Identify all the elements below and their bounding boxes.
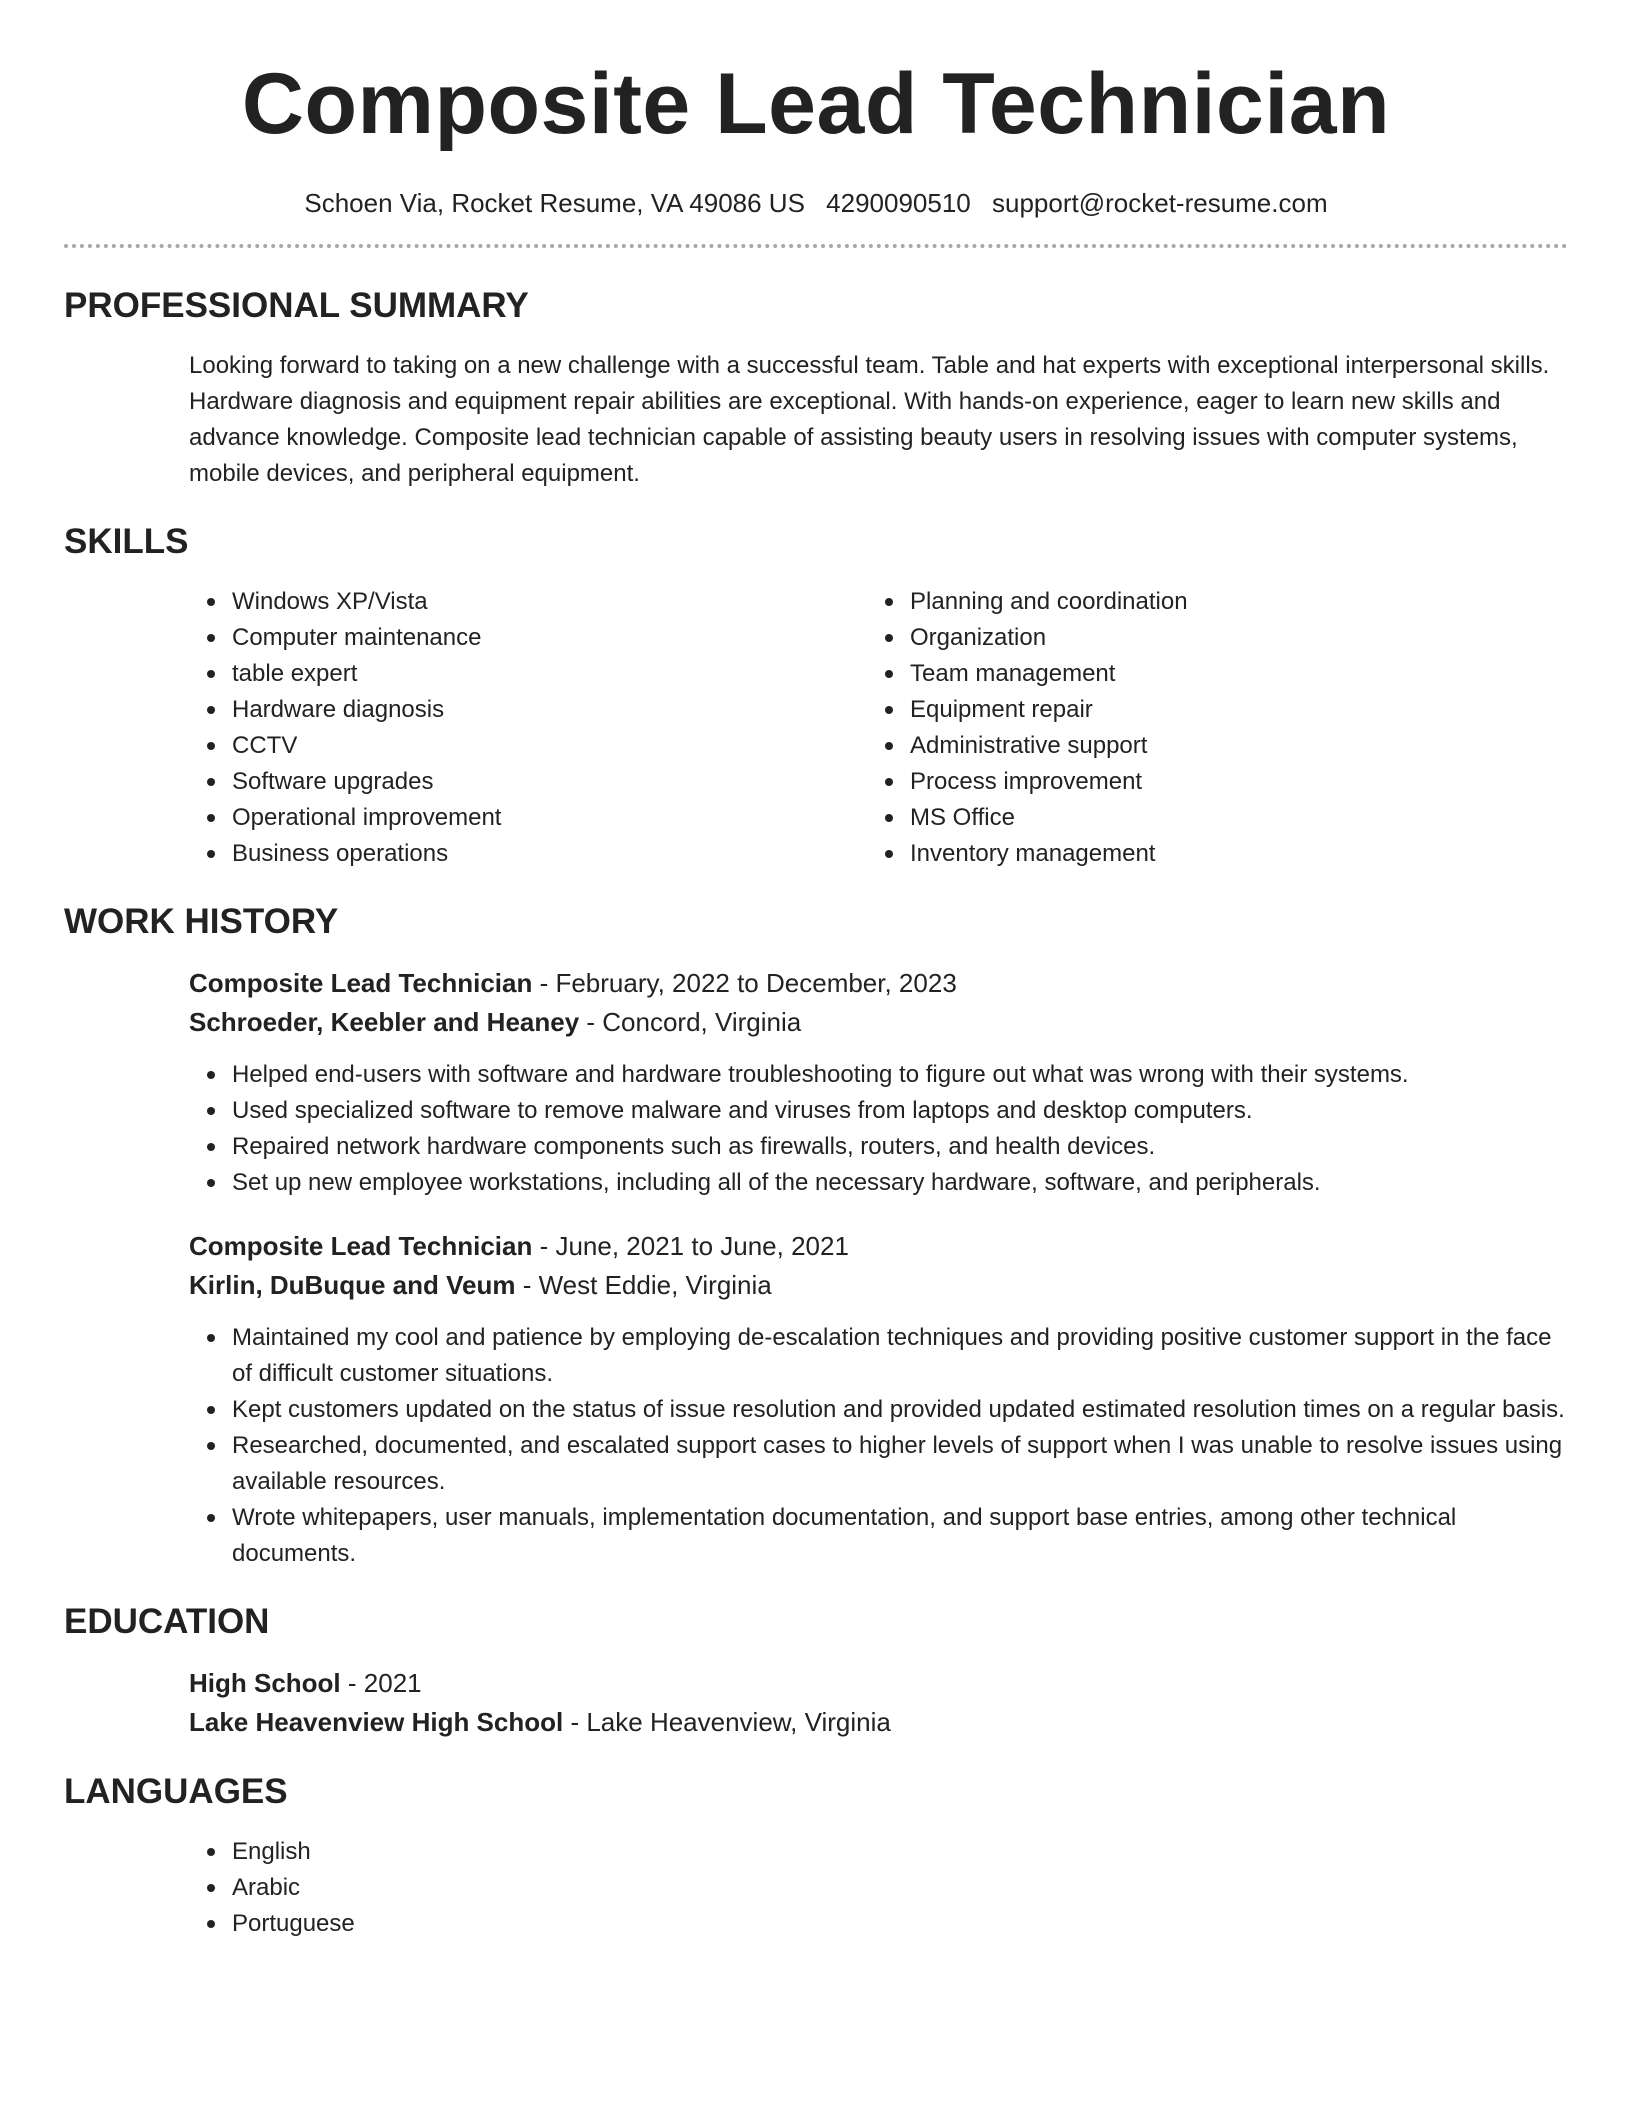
job-bullet: Repaired network hardware components such as firewalls, routers, and health devices. xyxy=(189,1129,1568,1165)
skills-list-left xyxy=(189,584,867,872)
job-title-line xyxy=(189,964,1568,1003)
header-divider xyxy=(64,244,1568,248)
skill-item: Software upgrades xyxy=(189,764,867,800)
job-dates: - February, 2022 to December, 2023 xyxy=(532,968,957,998)
skills-section xyxy=(64,520,1568,872)
language-item: Arabic xyxy=(189,1870,1568,1906)
summary-text: Looking forward to taking on a new challenge with a successful team. Table and hat experts with exceptional interpersonal skills. Hardware diagnosis and equipment repair abilities are exceptional. With hands-on experience, eager to learn new skills and advance knowledge. Composite lead technician capable of assisting beauty users in resolving issues with computer systems, mobile devices, and peripheral equipment. xyxy=(189,352,1550,487)
job-company-line xyxy=(189,1266,1568,1305)
education-section xyxy=(64,1600,1568,1742)
skill-item: Windows XP/Vista xyxy=(189,584,867,620)
job-bullets xyxy=(189,1057,1568,1201)
job-title-line xyxy=(189,1227,1568,1266)
job-entry xyxy=(64,1227,1568,1572)
skill-item: Administrative support xyxy=(867,728,1545,764)
summary-section xyxy=(64,284,1568,492)
skill-item: Computer maintenance xyxy=(189,620,867,656)
job-bullet: Wrote whitepapers, user manuals, implementation documentation, and support base entries, among other technical documents. xyxy=(189,1500,1568,1572)
languages-section xyxy=(64,1770,1568,1942)
education-degree: High School xyxy=(189,1668,341,1698)
job-bullet: Maintained my cool and patience by employing de-escalation techniques and providing positive customer support in the face of difficult customer situations. xyxy=(189,1320,1568,1392)
skills-list-right xyxy=(867,584,1545,872)
job-company-line xyxy=(189,1003,1568,1042)
job-role: Composite Lead Technician xyxy=(189,968,533,998)
job-location: - West Eddie, Virginia xyxy=(515,1270,772,1300)
language-item: Portuguese xyxy=(189,1906,1568,1942)
job-bullet: Set up new employee workstations, including all of the necessary hardware, software, and peripherals. xyxy=(189,1165,1568,1201)
education-school: Lake Heavenview High School xyxy=(189,1707,564,1737)
languages-list xyxy=(189,1834,1568,1942)
skill-item: Equipment repair xyxy=(867,692,1545,728)
job-entry xyxy=(64,964,1568,1201)
language-item: English xyxy=(189,1834,1568,1870)
skill-item: Inventory management xyxy=(867,836,1545,872)
contact-phone: 4290090510 xyxy=(826,188,971,218)
skill-item: MS Office xyxy=(867,800,1545,836)
job-location: - Concord, Virginia xyxy=(579,1007,802,1037)
education-school-line xyxy=(189,1703,1568,1742)
education-location: - Lake Heavenview, Virginia xyxy=(563,1707,891,1737)
education-title: EDUCATION xyxy=(64,1602,270,1641)
contact-line xyxy=(64,186,1568,220)
job-dates: - June, 2021 to June, 2021 xyxy=(532,1231,849,1261)
skill-item: Operational improvement xyxy=(189,800,867,836)
skill-item: CCTV xyxy=(189,728,867,764)
work-history-title: WORK HISTORY xyxy=(64,902,339,941)
job-bullet: Helped end-users with software and hardware troubleshooting to figure out what was wrong with their systems. xyxy=(189,1057,1568,1093)
contact-address: Schoen Via, Rocket Resume, VA 49086 US xyxy=(304,188,805,218)
resume-header xyxy=(64,0,1568,220)
job-bullet: Researched, documented, and escalated support cases to higher levels of support when I was unable to resolve issues using available resources. xyxy=(189,1428,1568,1500)
summary-title: PROFESSIONAL SUMMARY xyxy=(64,286,529,325)
skill-item: Organization xyxy=(867,620,1545,656)
job-bullet: Kept customers updated on the status of issue resolution and provided updated estimated resolution times on a regular basis. xyxy=(189,1392,1568,1428)
job-role: Composite Lead Technician xyxy=(189,1231,533,1261)
education-year: - 2021 xyxy=(340,1668,422,1698)
skill-item: Business operations xyxy=(189,836,867,872)
job-bullet: Used specialized software to remove malware and viruses from laptops and desktop computers. xyxy=(189,1093,1568,1129)
skill-item: Hardware diagnosis xyxy=(189,692,867,728)
contact-email: support@rocket-resume.com xyxy=(992,188,1328,218)
skill-item: Process improvement xyxy=(867,764,1545,800)
languages-title: LANGUAGES xyxy=(64,1772,288,1811)
job-company: Kirlin, DuBuque and Veum xyxy=(189,1270,516,1300)
candidate-name: Composite Lead Technician xyxy=(241,56,1391,152)
work-history-section xyxy=(64,900,1568,1572)
job-company: Schroeder, Keebler and Heaney xyxy=(189,1007,580,1037)
education-degree-line xyxy=(189,1664,1568,1703)
skill-item: Team management xyxy=(867,656,1545,692)
skill-item: table expert xyxy=(189,656,867,692)
skill-item: Planning and coordination xyxy=(867,584,1545,620)
skills-title: SKILLS xyxy=(64,522,189,561)
job-bullets xyxy=(189,1320,1568,1572)
